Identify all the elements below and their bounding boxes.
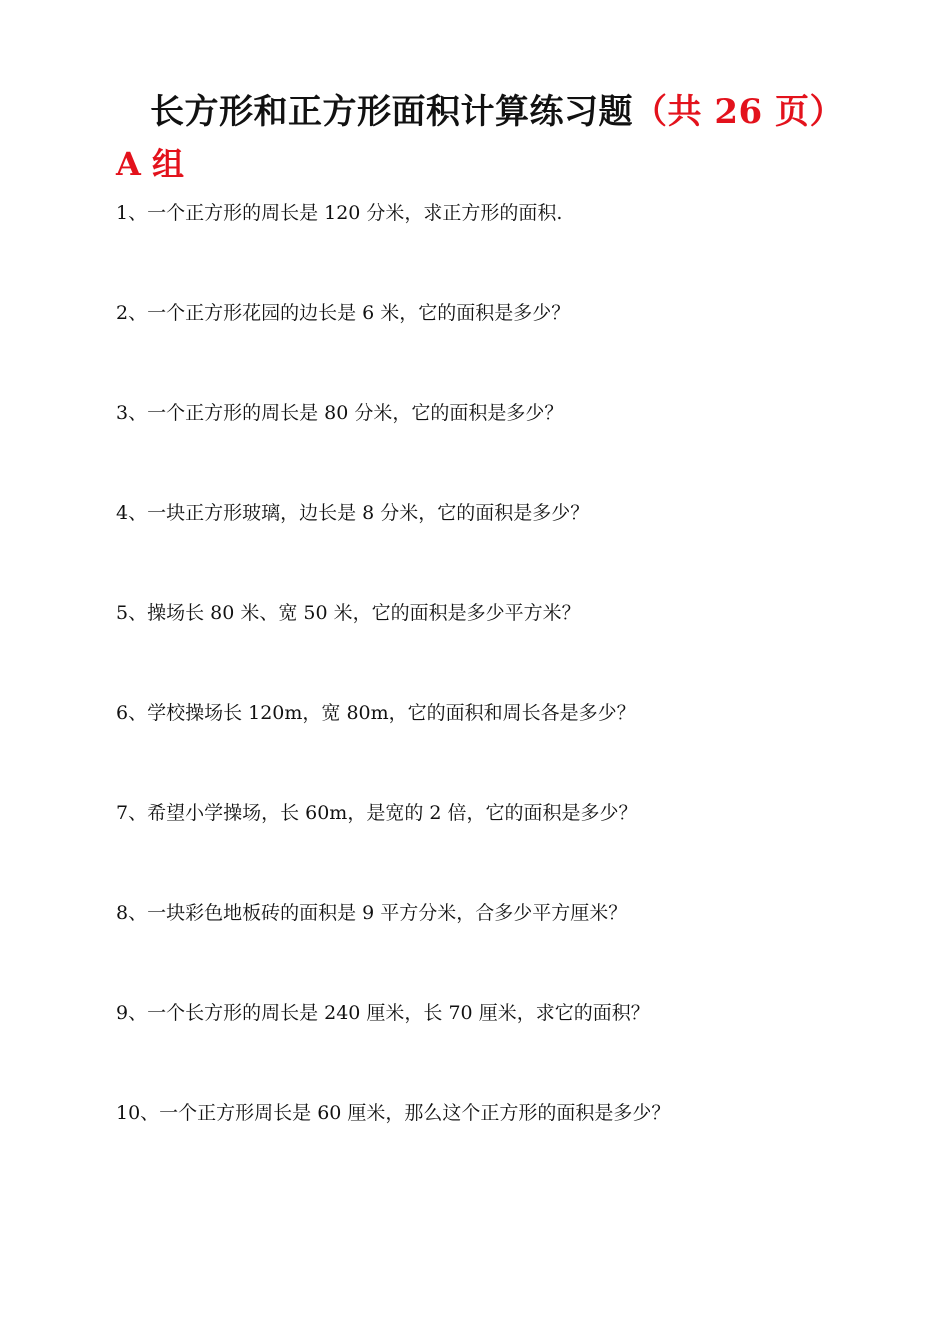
page-title	[150, 88, 844, 136]
question-9: 9、一个长方形的周长是 240 厘米，长 70 厘米，求它的面积？	[116, 1002, 650, 1024]
question-5: 5、操场长 80 米、宽 50 米，它的面积是多少平方米？	[116, 602, 581, 624]
question-1: 1、一个正方形的周长是 120 分米，求正方形的面积.	[116, 202, 563, 224]
title-page-count: （共 26 页）	[633, 92, 844, 132]
question-10: 10、一个正方形周长是 60 厘米，那么这个正方形的面积是多少？	[116, 1102, 671, 1124]
question-6: 6、学校操场长 120m，宽 80m，它的面积和周长各是多少？	[116, 702, 636, 724]
question-7: 7、希望小学操场，长 60m，是宽的 2 倍，它的面积是多少？	[116, 802, 638, 824]
question-list	[116, 196, 896, 1196]
question-2: 2、一个正方形花园的边长是 6 米，它的面积是多少？	[116, 302, 571, 324]
question-4: 4、一块正方形玻璃，边长是 8 分米，它的面积是多少？	[116, 502, 590, 524]
title-main: 长方形和正方形面积计算练习题	[150, 92, 633, 132]
question-3: 3、一个正方形的周长是 80 分米，它的面积是多少？	[116, 402, 564, 424]
group-heading: A 组	[116, 145, 184, 183]
question-8: 8、一块彩色地板砖的面积是 9 平方分米，合多少平方厘米？	[116, 902, 628, 924]
